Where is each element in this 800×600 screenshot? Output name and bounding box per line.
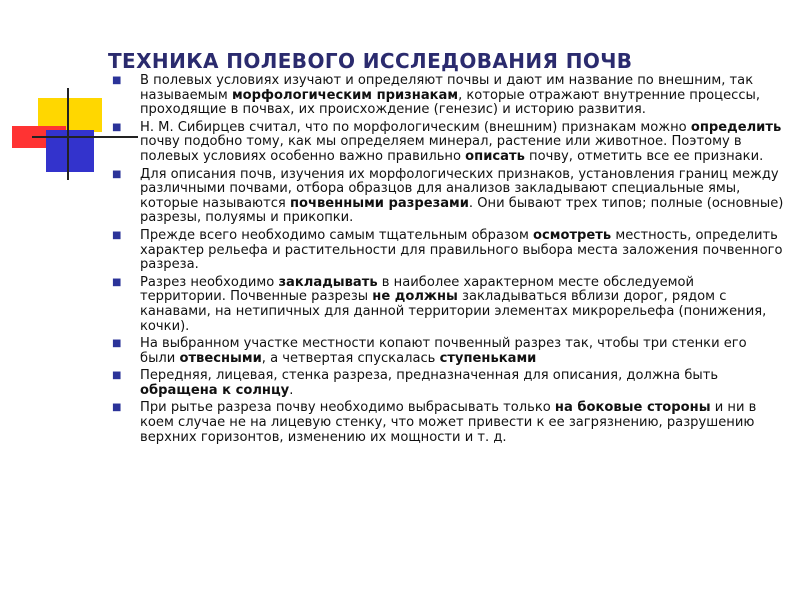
bullet-item: [112, 276, 784, 334]
bullet-text: Передняя, лицевая, стенка разреза, предназначенная для описания, должна быть: [140, 368, 719, 384]
bullet-item: [112, 121, 784, 165]
bullet-square-icon: ■: [112, 338, 122, 350]
bullet-text: , а четвертая спускалась: [261, 350, 440, 366]
bullet-text: На выбранном участке местности копают почвенный разрез так, чтобы три стенки его были: [140, 336, 747, 366]
bullet-bold-text: морфологическим признакам: [231, 87, 459, 103]
bullet-text: и ни в коем случае не на лицевую стенку, что может привести к ее загрязнению, разрушению верхних горизонтов, изменению их мощности и т. д.: [140, 400, 757, 445]
bullet-text: почву, отметить все ее признаки.: [524, 148, 764, 164]
bullet-bold-text: почвенными разрезами: [289, 195, 469, 211]
bullet-item: [112, 337, 784, 366]
bullet-bold-text: описать: [465, 148, 525, 164]
bullet-item: [112, 168, 784, 226]
bullet-bold-text: на боковые стороны: [554, 400, 711, 416]
bullet-text: Разрез необходимо: [140, 274, 279, 290]
bullet-item: [112, 401, 784, 445]
bullet-bold-text: определить: [690, 119, 782, 135]
bullet-text: закладываться вблизи дорог, рядом с канавами, на нетипичных для данной территории элементах микрорельефа (понижения, кочки).: [140, 289, 767, 334]
bullet-square-icon: ■: [112, 402, 122, 414]
bullet-text: Н. М. Сибирцев считал, что по морфологическим (внешним) признакам можно: [140, 119, 691, 135]
bullet-bold-text: обращена к солнцу: [140, 382, 290, 398]
bullet-square-icon: ■: [112, 168, 122, 180]
bullet-square-icon: ■: [112, 75, 122, 86]
bullet-square-icon: ■: [112, 370, 122, 382]
slide-title: ТЕХНИКА ПОЛЕВОГО ИССЛЕДОВАНИЯ ПОЧВ: [108, 49, 633, 73]
decor-vertical-line: [67, 88, 69, 180]
bullet-square-icon: ■: [112, 229, 122, 241]
bullet-text: Для описания почв, изучения их морфологических признаков, установления границ между различными почвами, отбора образцов для анализов закладывают специальные ямы, которые называются: [140, 166, 779, 211]
bullet-list: [112, 74, 784, 448]
bullet-item: [112, 74, 784, 118]
bullet-text: местность, определить характер рельефа и растительности для правильного выбора места заложения почвенного разреза.: [140, 227, 783, 273]
bullet-item: [112, 369, 784, 398]
bullet-item: [112, 229, 784, 273]
bullet-text: . Они бывают трех типов; полные (основные) разрезы, полуямы и прикопки.: [140, 195, 784, 226]
bullet-text: , которые отражают внутренние процессы, проходящие в почвах, их происхождение (генезис) и историю развития.: [140, 87, 761, 118]
bullet-bold-text: ступеньками: [439, 350, 537, 366]
bullet-square-icon: ■: [112, 276, 122, 288]
bullet-bold-text: закладывать: [278, 274, 378, 290]
bullet-text: Прежде всего необходимо самым тщательным образом: [140, 227, 533, 243]
bullet-bold-text: осмотреть: [533, 227, 612, 243]
bullet-bold-text: не должны: [372, 289, 458, 305]
bullet-square-icon: ■: [112, 121, 122, 133]
bullet-text: При рытье разреза почву необходимо выбрасывать только: [140, 400, 555, 416]
bullet-text: .: [289, 382, 294, 398]
bullet-text: почву подобно тому, как мы определяем минерал, растение или животное. Поэтому в полевых условиях особенно важно правильно: [140, 134, 742, 164]
bullet-text: в наиболее характерном месте обследуемой территории. Почвенные разрезы: [140, 274, 695, 305]
bullet-text: В полевых условиях изучают и определяют почвы и дают им название по внешним, так называемым: [140, 73, 754, 103]
bullet-bold-text: отвесными: [179, 350, 262, 366]
